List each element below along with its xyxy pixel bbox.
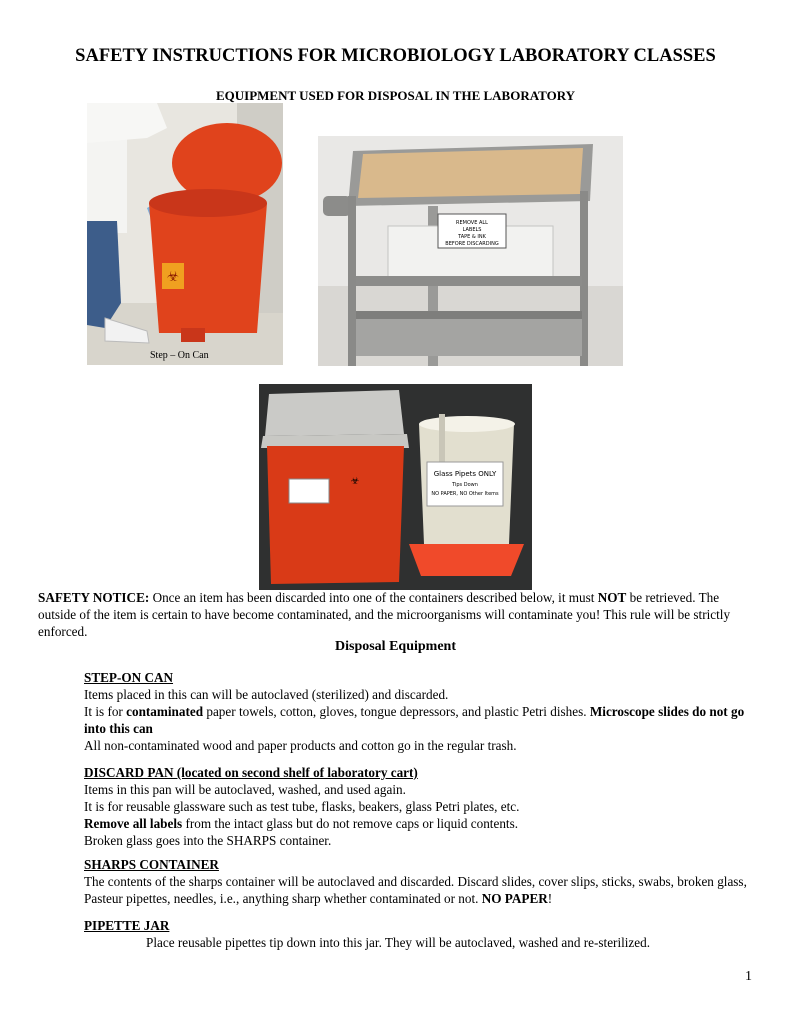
sharps-container-section <box>84 856 754 907</box>
sharps-and-pipette-jar-photo <box>259 384 532 590</box>
pipette-jar-section <box>84 917 754 951</box>
lab-cart-photo <box>318 136 623 366</box>
sharps-and-pipette-jar-image <box>259 384 532 590</box>
svg-text:BEFORE DISCARDING: BEFORE DISCARDING <box>445 241 499 247</box>
page-number: 1 <box>745 969 752 984</box>
pipette-jar-line-1: Place reusable pipettes tip down into this jar. They will be autoclaved, washed and re-sterilized. <box>146 935 651 950</box>
page-title: SAFETY INSTRUCTIONS FOR MICROBIOLOGY LABORATORY CLASSES <box>75 46 716 66</box>
safety-notice-label: SAFETY NOTICE: <box>38 590 150 605</box>
discard-pan-section <box>84 764 754 849</box>
discard-pan-line-1: Items in this pan will be autoclaved, washed, and used again. <box>84 782 406 797</box>
step-on-can-line-3: All non-contaminated wood and paper products and cotton go in the regular trash. <box>84 738 517 753</box>
svg-text:☣: ☣ <box>350 476 360 487</box>
safety-notice-text-1: Once an item has been discarded into one of the containers described below, it must <box>149 590 598 605</box>
svg-text:TAPE & INK: TAPE & INK <box>458 234 486 240</box>
discard-pan-line-3: Remove all labels from the intact glass but do not remove caps or liquid contents. <box>84 816 519 831</box>
svg-text:NO PAPER, NO Other Items: NO PAPER, NO Other Items <box>431 491 499 497</box>
safety-notice-emphasis: NOT <box>597 590 627 605</box>
safety-notice-text-2: be retrieved. The outside of the item is certain to have become contaminated, and the microorganisms will contaminate you! This rule will be strictly enforced. <box>38 590 731 639</box>
svg-text:REMOVE ALL: REMOVE ALL <box>456 220 488 226</box>
svg-text:LABELS: LABELS <box>462 227 482 233</box>
page-subtitle: EQUIPMENT USED FOR DISPOSAL IN THE LABORATORY <box>215 88 576 103</box>
discard-pan-line-2: It is for reusable glassware such as test tube, flasks, beakers, glass Petri plates, etc. <box>84 799 520 814</box>
svg-text:Tips Down: Tips Down <box>452 482 478 488</box>
step-on-can-photo <box>87 103 283 365</box>
sharps-container-line-1: The contents of the sharps container will be autoclaved and discarded. Discard slides, cover slips, sticks, swabs, broken glass, Pasteur pipettes, needles, i.e., anything sharp whether contaminated or not. NO PAPER! <box>84 874 747 906</box>
step-on-can-image <box>87 103 283 365</box>
step-on-can-line-1: Items placed in this can will be autoclaved (sterilized) and discarded. <box>84 687 449 702</box>
disposal-equipment-heading: Disposal Equipment <box>335 639 456 654</box>
svg-text:Glass Pipets ONLY: Glass Pipets ONLY <box>433 470 497 478</box>
lab-cart-image <box>318 136 623 366</box>
discard-pan-header: DISCARD PAN (located on second shelf of laboratory cart) <box>84 765 418 780</box>
step-on-can-header: STEP-ON CAN <box>84 670 174 685</box>
step-on-can-section <box>84 669 754 754</box>
step-on-can-caption: Step – On Can <box>150 350 209 361</box>
discard-pan-line-4: Broken glass goes into the SHARPS container. <box>84 833 332 848</box>
svg-text:☣: ☣ <box>166 270 180 285</box>
step-on-can-line-2: It is for contaminated paper towels, cotton, gloves, tongue depressors, and plastic Petri dishes. Microscope slides do not go into this can <box>84 704 745 736</box>
sharps-container-header: SHARPS CONTAINER <box>84 857 219 872</box>
safety-notice <box>38 589 758 640</box>
pipette-jar-header: PIPETTE JAR <box>84 918 170 933</box>
